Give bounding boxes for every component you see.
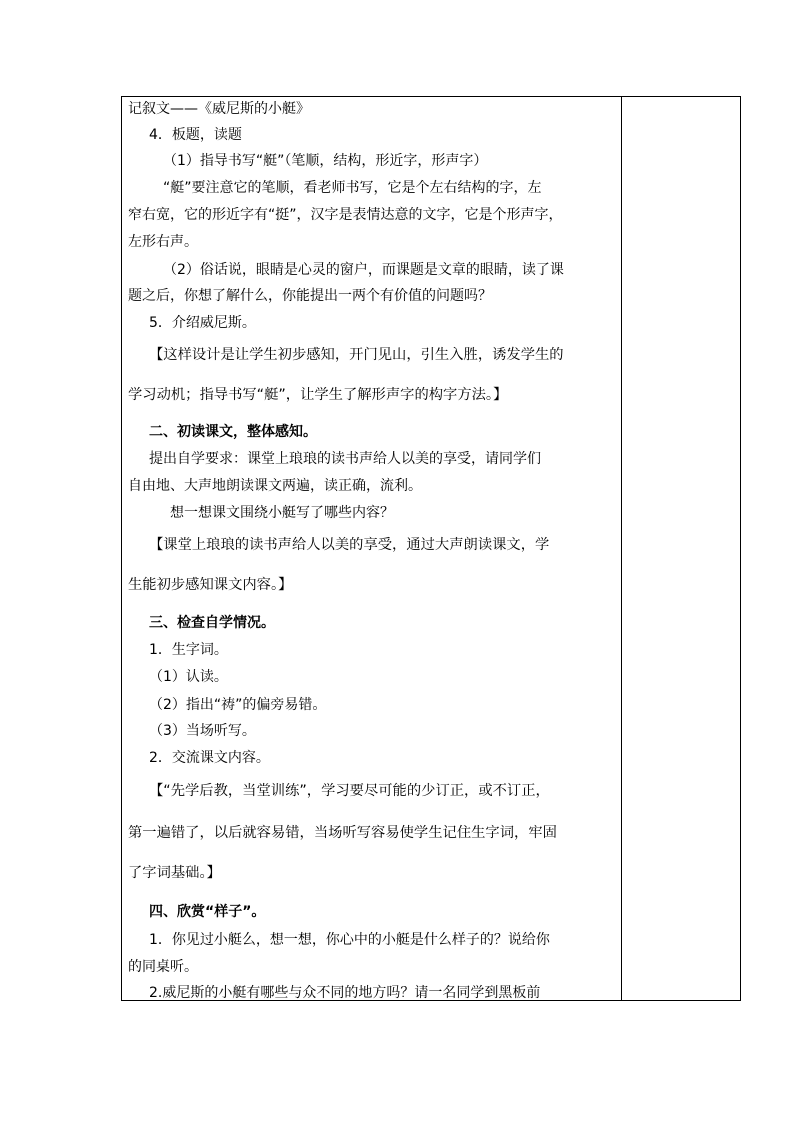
column-divider xyxy=(621,97,622,1000)
section-heading: 四、欣赏“样子”。 xyxy=(149,904,266,920)
text-line: 左形右声。 xyxy=(128,234,198,250)
text-line: 2．交流课文内容。 xyxy=(149,750,270,766)
design-note: 【这样设计是让学生初步感知，开门见山，引生入胜，诱发学生的 xyxy=(149,347,564,363)
text-line: 自由地、大声地朗读课文两遍，读正确，流利。 xyxy=(128,478,422,494)
design-note: 第一遍错了，以后就容易错，当场听写容易使学生记住生字词，牢固 xyxy=(128,825,557,841)
text-line: 题之后，你想了解什么，你能提出一两个有价值的问题吗？ xyxy=(128,288,492,304)
text-line: 记叙文——《威尼斯的小艇》 xyxy=(128,101,310,117)
text-line: （2）指出“祷”的偏旁易错。 xyxy=(149,697,327,713)
section-heading: 二、初读课文，整体感知。 xyxy=(149,424,317,440)
text-line: 2.威尼斯的小艇有哪些与众不同的地方吗？请一名同学到黑板前 xyxy=(149,985,541,1001)
text-line: （3）当场听写。 xyxy=(149,723,256,739)
text-line: 4．板题，读题 xyxy=(149,127,242,143)
design-note: 【“先学后教，当堂训练”，学习要尽可能的少订正，或不订正， xyxy=(149,783,550,799)
text-line: 1．你见过小艇么，想一想，你心中的小艇是什么样子的？说给你 xyxy=(149,932,550,948)
design-note: 生能初步感知课文内容。】 xyxy=(128,577,293,593)
section-heading: 三、检查自学情况。 xyxy=(149,615,275,631)
text-line: 的同桌听。 xyxy=(128,959,198,975)
text-line: （1）认读。 xyxy=(149,669,228,685)
text-line: （1）指导书写“艇”（笔顺，结构，形近字，形声字） xyxy=(163,153,488,169)
text-line: （2）俗话说，眼睛是心灵的窗户，而课题是文章的眼睛，读了课 xyxy=(163,262,564,278)
text-line: 想一想课文围绕小艇写了哪些内容？ xyxy=(170,505,394,521)
text-line: 5．介绍威尼斯。 xyxy=(149,315,256,331)
text-line: 提出自学要求：课堂上琅琅的读书声给人以美的享受，请同学们 xyxy=(149,451,541,467)
lesson-table xyxy=(121,96,741,1001)
design-note: 了字词基础。】 xyxy=(128,865,221,881)
text-line: “艇”要注意它的笔顺，看老师书写，它是个左右结构的字，左 xyxy=(163,180,542,196)
design-note: 学习动机；指导书写“艇”，让学生了解形声字的构字方法。】 xyxy=(128,387,508,403)
design-note: 【课堂上琅琅的读书声给人以美的享受，通过大声朗读课文，学 xyxy=(149,537,550,553)
text-line: 1．生字词。 xyxy=(149,642,228,658)
text-line: 窄右宽，它的形近字有“挺”，汉字是表情达意的文字，它是个形声字， xyxy=(128,207,563,223)
